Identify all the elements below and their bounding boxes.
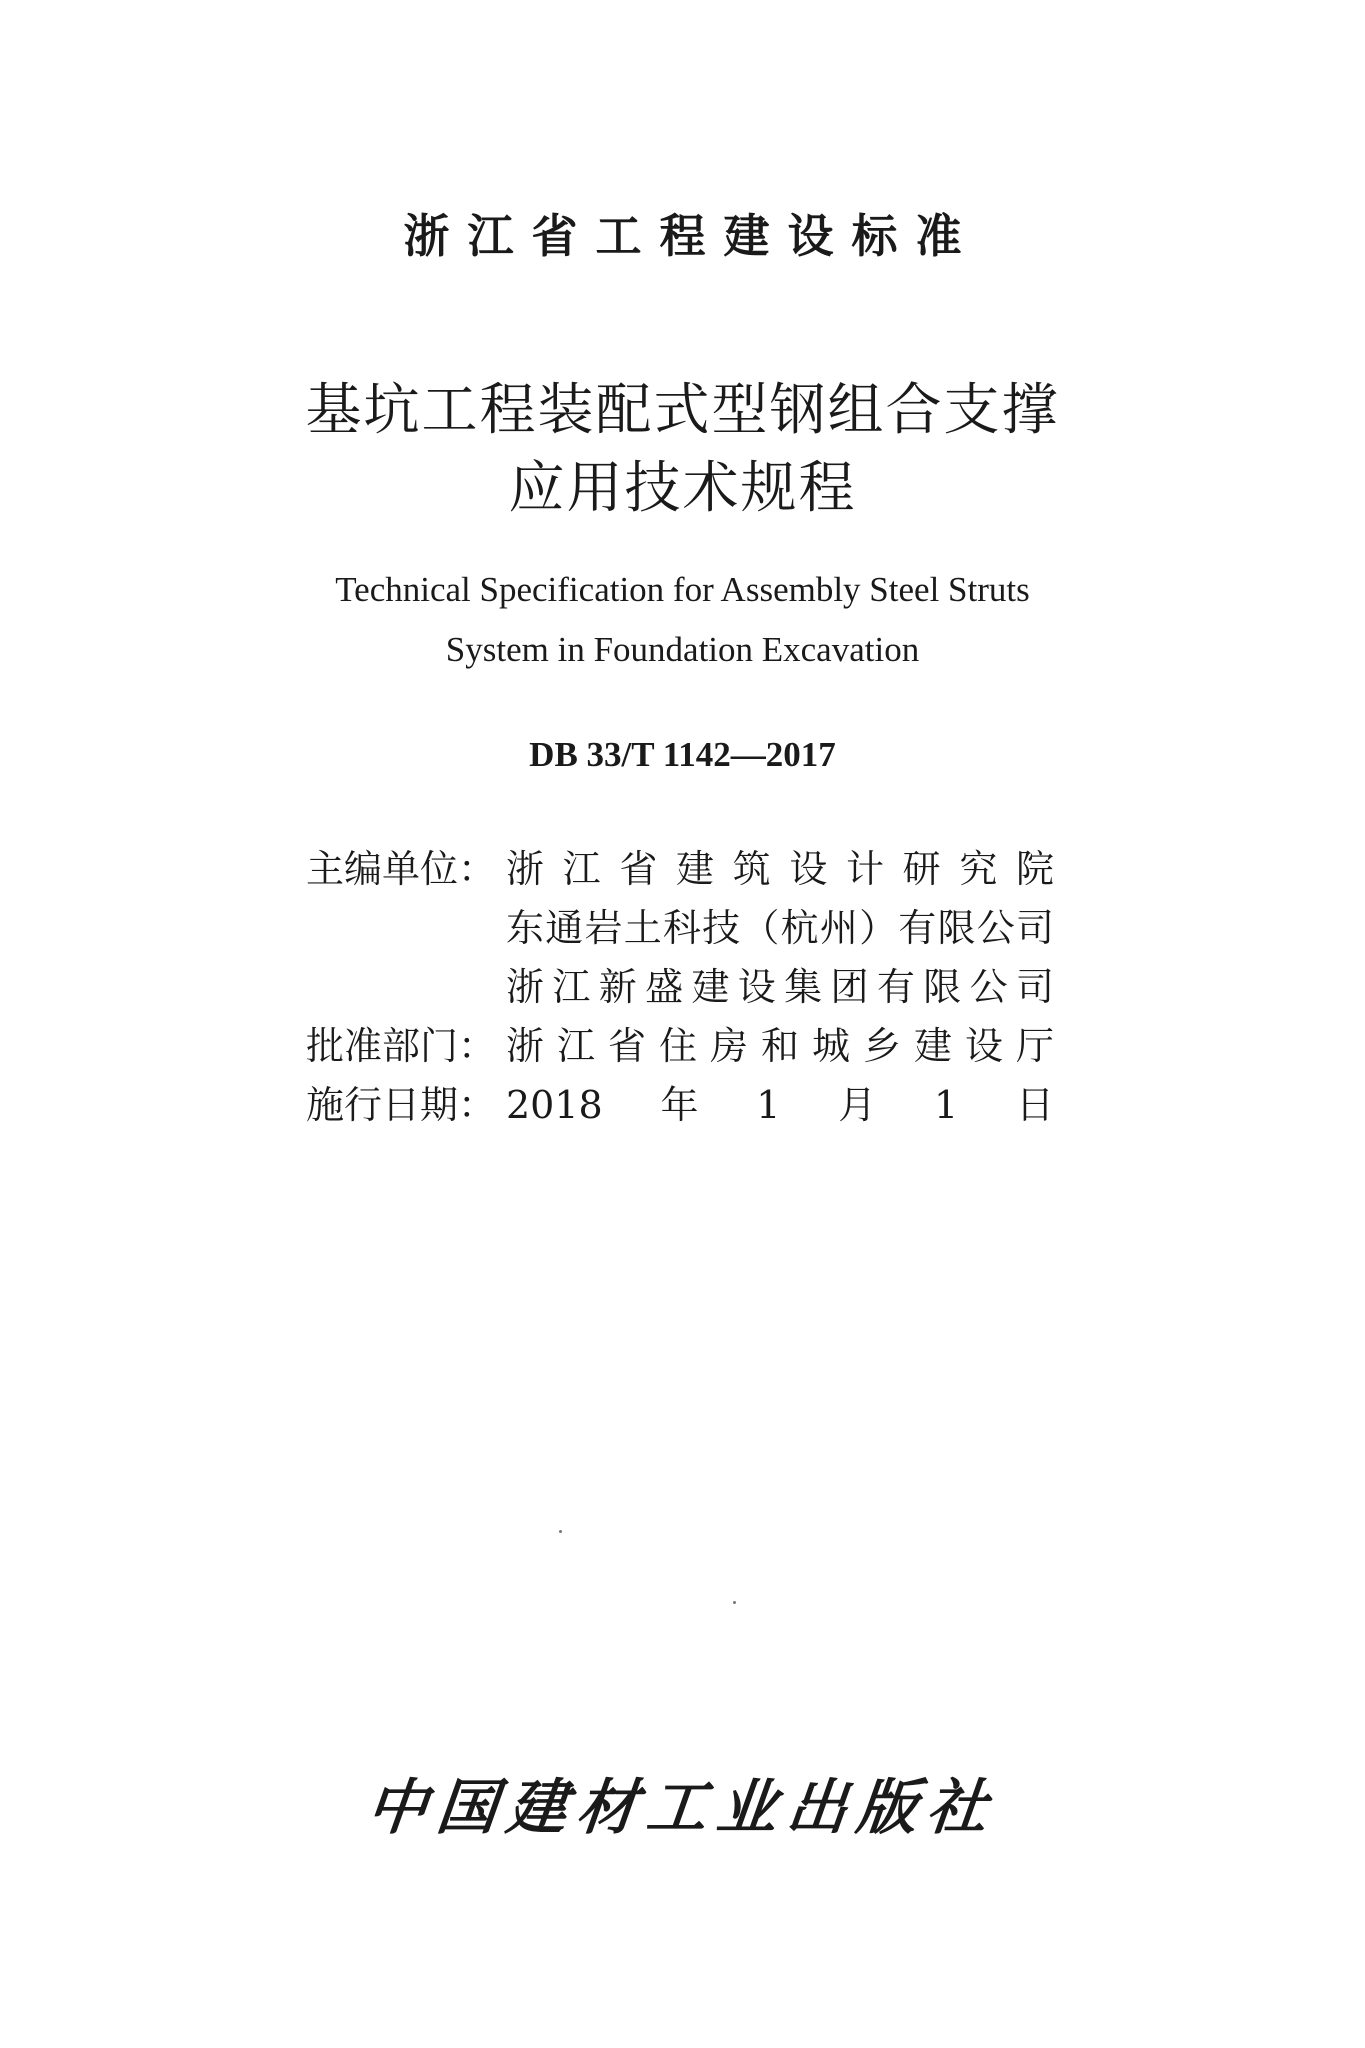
standard-number: DB 33/T 1142—2017 — [529, 735, 836, 774]
effective-date-value: 2​0​1​8​年​1​月​1​日 — [506, 1083, 1054, 1127]
chief-editor-row — [306, 836, 1066, 895]
chief-editor-row-2 — [306, 895, 1066, 954]
approval-value: 浙​江​省​住​房​和​城​乡​建​设​厅 — [506, 1024, 1054, 1068]
chief-editor-3: 浙​江​新​盛​建​设​集​团​有​限​公​司 — [506, 965, 1054, 1009]
chinese-title-line-1: 基坑工程装配式型钢组合支撑 — [305, 378, 1060, 443]
chinese-title-line-2: 应用技术规程 — [508, 456, 857, 521]
effective-date-label: 施行日期： — [306, 1083, 497, 1127]
publisher-name: 中国建材工业出版社 — [363, 1773, 1001, 1843]
approval-label: 批准部门： — [306, 1024, 497, 1068]
scan-speck — [559, 1530, 562, 1533]
chief-editor-2: 东​通​岩​土​科​技​（​杭​州​）​有​限​公​司 — [506, 906, 1054, 950]
publication-info — [306, 836, 1066, 1131]
english-title-line-2: System in Foundation Excavation — [445, 630, 920, 669]
chief-editor-1: 浙​江​省​建​筑​设​计​研​究​院 — [506, 847, 1054, 891]
chief-editor-label: 主编单位： — [306, 847, 497, 891]
chief-editor-row-3 — [306, 954, 1066, 1013]
scan-speck — [733, 1601, 736, 1604]
standard-series-heading: 浙江省工程建设标准 — [403, 209, 980, 263]
effective-date-row — [306, 1072, 1066, 1131]
approval-row — [306, 1013, 1066, 1072]
english-title-line-1: Technical Specification for Assembly Steel Struts — [335, 570, 1030, 609]
